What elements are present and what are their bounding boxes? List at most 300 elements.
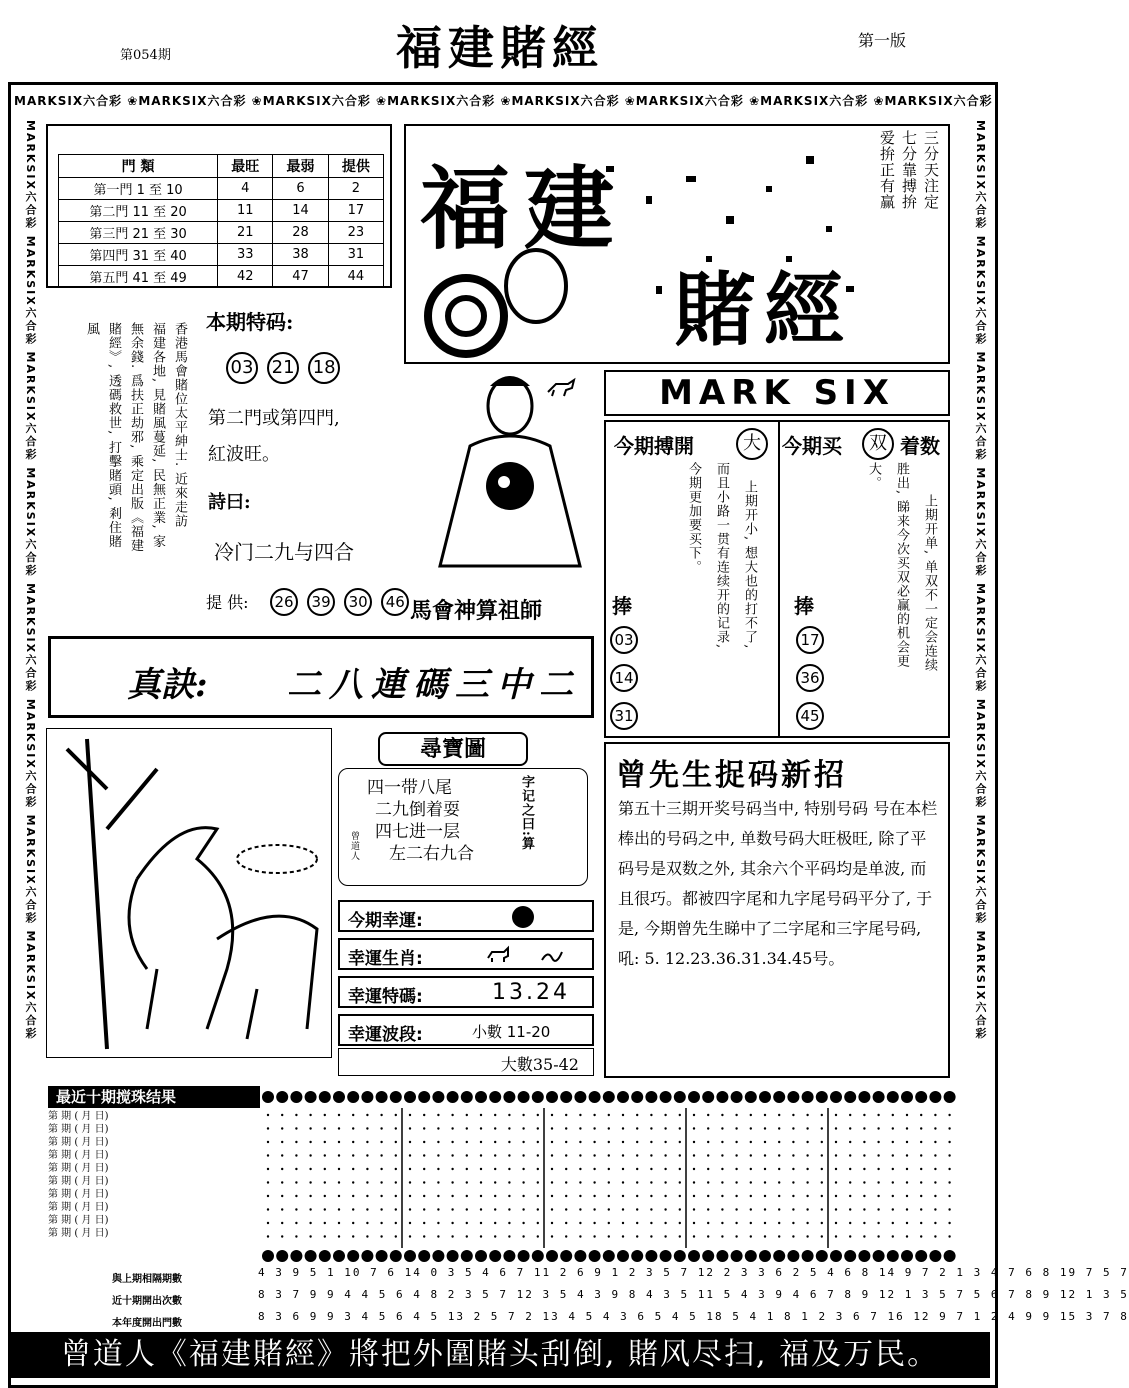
grid-dot bbox=[409, 1154, 411, 1156]
ball-marker bbox=[716, 1091, 728, 1103]
grid-dot bbox=[778, 1208, 780, 1210]
grid-dot bbox=[877, 1168, 879, 1170]
grid-dot bbox=[466, 1154, 468, 1156]
grid-dot bbox=[622, 1141, 624, 1143]
grid-dot bbox=[295, 1208, 297, 1210]
grid-dot bbox=[821, 1195, 823, 1197]
grid-dot bbox=[380, 1127, 382, 1129]
ball-marker bbox=[361, 1250, 373, 1262]
grid-dot bbox=[380, 1235, 382, 1237]
grid-dot bbox=[693, 1208, 695, 1210]
pick-number: 36 bbox=[796, 664, 824, 692]
grid-dot bbox=[693, 1127, 695, 1129]
grid-dot bbox=[608, 1181, 610, 1183]
grid-dot bbox=[522, 1235, 524, 1237]
grid-dot bbox=[707, 1235, 709, 1237]
doors-col-cold: 最弱 bbox=[273, 155, 328, 178]
grid-dot bbox=[409, 1141, 411, 1143]
grid-dot bbox=[664, 1168, 666, 1170]
grid-dot bbox=[423, 1235, 425, 1237]
horse-icon bbox=[546, 378, 576, 398]
grid-dot bbox=[920, 1235, 922, 1237]
grid-dot bbox=[608, 1154, 610, 1156]
grid-dot bbox=[295, 1154, 297, 1156]
grid-dot bbox=[693, 1168, 695, 1170]
deity-caption: 馬會神算祖師 bbox=[410, 598, 543, 624]
banner-slogan-3: 爱拚正有赢 bbox=[878, 130, 896, 210]
grid-dot bbox=[380, 1181, 382, 1183]
grid-dot bbox=[494, 1235, 496, 1237]
grid-dot bbox=[352, 1127, 354, 1129]
lucky-zodiac-label: 幸運生肖: bbox=[348, 949, 423, 969]
grid-dot bbox=[806, 1208, 808, 1210]
grid-dot bbox=[608, 1127, 610, 1129]
grid-dot bbox=[863, 1127, 865, 1129]
ball-marker bbox=[688, 1091, 700, 1103]
grid-dot bbox=[437, 1127, 439, 1129]
ball-marker bbox=[631, 1250, 643, 1262]
grid-dot bbox=[664, 1208, 666, 1210]
grid-dot bbox=[863, 1181, 865, 1183]
ball-marker bbox=[858, 1250, 870, 1262]
grid-dot bbox=[352, 1114, 354, 1116]
grid-dot bbox=[366, 1154, 368, 1156]
grid-dot bbox=[437, 1208, 439, 1210]
grid-dot bbox=[295, 1235, 297, 1237]
grid-dot bbox=[522, 1208, 524, 1210]
special-line-2: 紅波旺。 bbox=[208, 444, 280, 465]
grid-dot bbox=[849, 1114, 851, 1116]
grid-dot bbox=[295, 1114, 297, 1116]
doors-col-provide: 提供 bbox=[328, 155, 383, 178]
ball-marker bbox=[731, 1250, 743, 1262]
grid-dot bbox=[892, 1195, 894, 1197]
grid-dot bbox=[267, 1168, 269, 1170]
grid-dot bbox=[664, 1114, 666, 1116]
ball-marker bbox=[518, 1250, 530, 1262]
grid-dot bbox=[920, 1141, 922, 1143]
grid-dot bbox=[466, 1222, 468, 1224]
grid-dot bbox=[892, 1235, 894, 1237]
grid-dot bbox=[579, 1154, 581, 1156]
special-heading: 本期特码: bbox=[206, 310, 294, 334]
grid-dot bbox=[508, 1181, 510, 1183]
ball-marker bbox=[731, 1091, 743, 1103]
grid-dot bbox=[764, 1127, 766, 1129]
grid-dot bbox=[395, 1222, 397, 1224]
provide-label: 提 供: bbox=[206, 593, 249, 612]
grid-dot bbox=[892, 1154, 894, 1156]
grid-dot bbox=[366, 1141, 368, 1143]
grid-dot bbox=[920, 1208, 922, 1210]
grid-dot bbox=[608, 1114, 610, 1116]
grid-dot bbox=[281, 1222, 283, 1224]
ball-marker bbox=[333, 1091, 345, 1103]
ball-marker bbox=[660, 1091, 672, 1103]
provide-number: 39 bbox=[307, 588, 335, 616]
grid-dot bbox=[735, 1195, 737, 1197]
grid-dot bbox=[579, 1127, 581, 1129]
grid-dot bbox=[849, 1235, 851, 1237]
grid-dot bbox=[451, 1222, 453, 1224]
table-cell: 33 bbox=[218, 244, 273, 266]
grid-dot bbox=[778, 1168, 780, 1170]
ball-marker bbox=[929, 1091, 941, 1103]
grid-dot bbox=[892, 1141, 894, 1143]
grid-dot bbox=[721, 1181, 723, 1183]
grid-dot bbox=[821, 1168, 823, 1170]
pick-label-right: 捧 bbox=[794, 594, 814, 618]
grid-dot bbox=[295, 1168, 297, 1170]
grid-dot bbox=[934, 1168, 936, 1170]
grid-dot bbox=[565, 1168, 567, 1170]
grid-dot bbox=[451, 1235, 453, 1237]
grid-dot bbox=[395, 1114, 397, 1116]
ball-marker bbox=[461, 1091, 473, 1103]
treasure-line-4: 左二右九合 bbox=[389, 844, 474, 864]
grid-dot bbox=[352, 1208, 354, 1210]
grid-dot bbox=[267, 1208, 269, 1210]
grid-dot bbox=[849, 1195, 851, 1197]
grid-dot bbox=[792, 1141, 794, 1143]
grid-dot bbox=[622, 1195, 624, 1197]
grid-dot bbox=[650, 1235, 652, 1237]
ball-marker bbox=[745, 1091, 757, 1103]
grid-dot bbox=[437, 1181, 439, 1183]
even-circle: 双 bbox=[862, 428, 894, 460]
grid-dot bbox=[593, 1195, 595, 1197]
grid-dot bbox=[366, 1195, 368, 1197]
grid-dot bbox=[934, 1208, 936, 1210]
grid-dot bbox=[679, 1154, 681, 1156]
result-row-label: 第 期 ( 月 日) bbox=[48, 1176, 109, 1187]
grid-dot bbox=[508, 1141, 510, 1143]
grid-dot bbox=[806, 1168, 808, 1170]
grid-dot bbox=[806, 1141, 808, 1143]
grid-dot bbox=[366, 1208, 368, 1210]
grid-dot bbox=[395, 1235, 397, 1237]
grid-dot bbox=[693, 1141, 695, 1143]
table-row bbox=[59, 266, 384, 288]
grid-dot bbox=[366, 1168, 368, 1170]
grid-dot bbox=[309, 1195, 311, 1197]
grid-dot bbox=[338, 1195, 340, 1197]
grid-dot bbox=[735, 1141, 737, 1143]
grid-dot bbox=[835, 1195, 837, 1197]
grid-dot bbox=[352, 1141, 354, 1143]
grid-dot bbox=[636, 1235, 638, 1237]
grid-dot bbox=[806, 1114, 808, 1116]
grid-dot bbox=[537, 1141, 539, 1143]
legend-count: 近十期開出次數 bbox=[112, 1296, 182, 1307]
ball-marker bbox=[674, 1250, 686, 1262]
grid-dot bbox=[821, 1127, 823, 1129]
ball-marker bbox=[830, 1091, 842, 1103]
ball-marker bbox=[944, 1091, 956, 1103]
grid-dot bbox=[537, 1222, 539, 1224]
grid-dot bbox=[735, 1154, 737, 1156]
grid-dot bbox=[366, 1222, 368, 1224]
results-dot-grid bbox=[262, 1108, 962, 1248]
grid-dot bbox=[821, 1141, 823, 1143]
grid-dot bbox=[650, 1127, 652, 1129]
right-side-strip: MARKSIX六合彩 MARKSIX六合彩 MARKSIX六合彩 MARKSIX六合彩 MARKSIX六合彩 MARKSIX六合彩 MARKSIX六合彩 MARKSIX六合彩 bbox=[974, 120, 987, 1041]
grid-dot bbox=[494, 1141, 496, 1143]
grid-dot bbox=[906, 1168, 908, 1170]
table-cell: 6 bbox=[273, 178, 328, 200]
grid-dot bbox=[437, 1195, 439, 1197]
grid-dot bbox=[324, 1168, 326, 1170]
ball-marker bbox=[447, 1091, 459, 1103]
grid-dot bbox=[309, 1168, 311, 1170]
grid-dot bbox=[679, 1181, 681, 1183]
grid-dot bbox=[948, 1168, 950, 1170]
special-numbers bbox=[226, 352, 344, 384]
grid-dot bbox=[750, 1235, 752, 1237]
table-cell: 31 bbox=[328, 244, 383, 266]
grid-dot bbox=[409, 1181, 411, 1183]
grid-dot bbox=[565, 1114, 567, 1116]
grid-dot bbox=[764, 1208, 766, 1210]
grid-dot bbox=[494, 1208, 496, 1210]
grid-dot bbox=[593, 1222, 595, 1224]
grid-dot bbox=[906, 1235, 908, 1237]
grid-dot bbox=[920, 1168, 922, 1170]
grid-dot bbox=[480, 1222, 482, 1224]
grid-dot bbox=[778, 1195, 780, 1197]
ball-marker bbox=[603, 1250, 615, 1262]
intro-col-5: 風 bbox=[84, 322, 99, 336]
grid-dot bbox=[835, 1127, 837, 1129]
grid-dot bbox=[494, 1168, 496, 1170]
grid-dot bbox=[863, 1195, 865, 1197]
grid-dot bbox=[622, 1222, 624, 1224]
left-side-strip: MARKSIX六合彩 MARKSIX六合彩 MARKSIX六合彩 MARKSIX六合彩 MARKSIX六合彩 MARKSIX六合彩 MARKSIX六合彩 MARKSIX六合彩 bbox=[24, 120, 37, 1041]
grid-dot bbox=[423, 1222, 425, 1224]
grid-dot bbox=[366, 1181, 368, 1183]
ball-marker bbox=[262, 1250, 274, 1262]
special-number: 21 bbox=[267, 352, 299, 384]
grid-dot bbox=[480, 1127, 482, 1129]
lucky-dot-icon bbox=[512, 906, 534, 928]
grid-dot bbox=[636, 1222, 638, 1224]
grid-dot bbox=[409, 1208, 411, 1210]
grid-dot bbox=[352, 1181, 354, 1183]
ball-marker bbox=[376, 1250, 388, 1262]
table-cell: 23 bbox=[328, 222, 383, 244]
ball-marker bbox=[844, 1250, 856, 1262]
lucky-wave-big: 大數35-42 bbox=[338, 1048, 594, 1076]
grid-dot bbox=[338, 1127, 340, 1129]
grid-dot bbox=[835, 1222, 837, 1224]
ball-marker bbox=[589, 1250, 601, 1262]
grid-dot bbox=[522, 1222, 524, 1224]
grid-dot bbox=[395, 1127, 397, 1129]
grid-dot bbox=[863, 1222, 865, 1224]
grid-dot bbox=[309, 1127, 311, 1129]
grid-dot bbox=[877, 1141, 879, 1143]
grid-dot bbox=[707, 1181, 709, 1183]
secret-text: 二八連碼三中二 bbox=[287, 665, 581, 705]
grid-dot bbox=[735, 1222, 737, 1224]
results-title: 最近十期搅珠结果 bbox=[48, 1086, 260, 1108]
grid-dot bbox=[664, 1141, 666, 1143]
grid-dot bbox=[920, 1195, 922, 1197]
grid-dot bbox=[806, 1195, 808, 1197]
banner-big-title-1: 福建 bbox=[420, 156, 628, 262]
grid-dot bbox=[750, 1127, 752, 1129]
pick-panel bbox=[604, 420, 950, 738]
grid-dot bbox=[380, 1154, 382, 1156]
grid-dot bbox=[679, 1235, 681, 1237]
grid-dot bbox=[593, 1181, 595, 1183]
pick-number: 17 bbox=[796, 626, 824, 654]
grid-dot bbox=[778, 1127, 780, 1129]
grid-dot bbox=[565, 1235, 567, 1237]
intro-columns bbox=[60, 322, 188, 622]
grid-dot bbox=[551, 1235, 553, 1237]
grid-dot bbox=[522, 1127, 524, 1129]
grid-dot bbox=[466, 1181, 468, 1183]
ball-marker bbox=[532, 1250, 544, 1262]
grid-dot bbox=[366, 1127, 368, 1129]
ball-marker bbox=[560, 1250, 572, 1262]
grid-dot bbox=[679, 1114, 681, 1116]
ball-marker bbox=[319, 1091, 331, 1103]
ball-marker bbox=[787, 1250, 799, 1262]
grid-dot bbox=[451, 1195, 453, 1197]
grid-dot bbox=[906, 1208, 908, 1210]
grid-dot bbox=[750, 1222, 752, 1224]
grid-dot bbox=[565, 1154, 567, 1156]
result-row-label: 第 期 ( 月 日) bbox=[48, 1137, 109, 1148]
banner-slogan-1: 三分天注定 bbox=[922, 130, 940, 210]
grid-dot bbox=[579, 1168, 581, 1170]
ball-marker bbox=[674, 1091, 686, 1103]
grid-dot bbox=[551, 1127, 553, 1129]
grid-dot bbox=[906, 1141, 908, 1143]
table-cell: 28 bbox=[273, 222, 328, 244]
grid-dot bbox=[934, 1114, 936, 1116]
poem-text: 冷门二九与四合 bbox=[214, 540, 354, 564]
grid-dot bbox=[309, 1181, 311, 1183]
grid-dot bbox=[892, 1222, 894, 1224]
grid-dot bbox=[324, 1222, 326, 1224]
table-row bbox=[59, 222, 384, 244]
grid-dot bbox=[551, 1154, 553, 1156]
grid-dot bbox=[707, 1114, 709, 1116]
grid-dot bbox=[267, 1127, 269, 1129]
ball-marker bbox=[574, 1091, 586, 1103]
grid-dot bbox=[480, 1208, 482, 1210]
result-row-label: 第 期 ( 月 日) bbox=[48, 1228, 109, 1239]
grid-dot bbox=[352, 1154, 354, 1156]
grid-dot bbox=[565, 1222, 567, 1224]
ball-marker bbox=[333, 1250, 345, 1262]
grid-dot bbox=[480, 1235, 482, 1237]
grid-dot bbox=[934, 1195, 936, 1197]
grid-dot bbox=[835, 1181, 837, 1183]
lucky-wave-row bbox=[338, 1014, 594, 1046]
grid-dot bbox=[948, 1222, 950, 1224]
grid-dot bbox=[451, 1141, 453, 1143]
grid-dot bbox=[792, 1195, 794, 1197]
grid-dot bbox=[821, 1154, 823, 1156]
ball-marker bbox=[376, 1091, 388, 1103]
grid-dot bbox=[679, 1141, 681, 1143]
grid-dot bbox=[778, 1222, 780, 1224]
grid-dot bbox=[877, 1127, 879, 1129]
grid-dot bbox=[324, 1181, 326, 1183]
ball-marker bbox=[901, 1250, 913, 1262]
grid-dot bbox=[764, 1195, 766, 1197]
grid-dot bbox=[338, 1181, 340, 1183]
ball-marker bbox=[347, 1250, 359, 1262]
grid-dot bbox=[650, 1154, 652, 1156]
ball-marker bbox=[645, 1250, 657, 1262]
grid-dot bbox=[480, 1141, 482, 1143]
table-cell: 第二門 11 至 20 bbox=[59, 200, 218, 222]
grid-dot bbox=[508, 1114, 510, 1116]
ball-marker bbox=[390, 1250, 402, 1262]
grid-dot bbox=[877, 1235, 879, 1237]
table-cell: 38 bbox=[273, 244, 328, 266]
grid-dot bbox=[522, 1114, 524, 1116]
ball-marker bbox=[475, 1091, 487, 1103]
grid-dot bbox=[707, 1222, 709, 1224]
grid-dot bbox=[906, 1114, 908, 1116]
grid-dot bbox=[892, 1208, 894, 1210]
ball-marker bbox=[816, 1250, 828, 1262]
grid-dot bbox=[863, 1208, 865, 1210]
grid-dot bbox=[480, 1195, 482, 1197]
grid-dot bbox=[764, 1181, 766, 1183]
grid-dot bbox=[508, 1235, 510, 1237]
grid-dot bbox=[622, 1154, 624, 1156]
grid-dot bbox=[750, 1114, 752, 1116]
treasure-line-3: 四七进一层 bbox=[375, 822, 460, 842]
grid-dot bbox=[806, 1235, 808, 1237]
grid-dot bbox=[792, 1154, 794, 1156]
table-cell: 44 bbox=[328, 266, 383, 288]
grid-dot bbox=[750, 1195, 752, 1197]
grid-dot bbox=[380, 1168, 382, 1170]
grid-dot bbox=[551, 1114, 553, 1116]
secret-label: 真訣: bbox=[127, 665, 208, 705]
ball-marker bbox=[589, 1091, 601, 1103]
grid-dot bbox=[593, 1127, 595, 1129]
ball-marker bbox=[915, 1091, 927, 1103]
grid-dot bbox=[423, 1208, 425, 1210]
grid-dot bbox=[423, 1181, 425, 1183]
grid-dot bbox=[338, 1222, 340, 1224]
treasure-title: 尋寶圖 bbox=[378, 732, 528, 766]
table-cell: 第三門 21 至 30 bbox=[59, 222, 218, 244]
ball-marker bbox=[873, 1250, 885, 1262]
grid-dot bbox=[764, 1222, 766, 1224]
digits-row-1: 4 3 9 5 1 10 7 6 14 0 3 5 4 6 7 11 2 6 9 1 2 3 5 7 12 2 3 3 6 2 5 4 6 8 14 9 7 2 1 3 4 7 6 8 19 7 5 7 bbox=[258, 1266, 1129, 1279]
lucky-special-row bbox=[338, 976, 594, 1008]
grid-dot bbox=[395, 1168, 397, 1170]
provide-number: 26 bbox=[270, 588, 298, 616]
grid-dot bbox=[352, 1195, 354, 1197]
banner-slogan-2: 七分靠搏拚 bbox=[900, 130, 918, 210]
grid-dot bbox=[537, 1208, 539, 1210]
grid-dot bbox=[735, 1235, 737, 1237]
grid-dot bbox=[593, 1141, 595, 1143]
ball-marker bbox=[887, 1250, 899, 1262]
grid-dot bbox=[423, 1114, 425, 1116]
